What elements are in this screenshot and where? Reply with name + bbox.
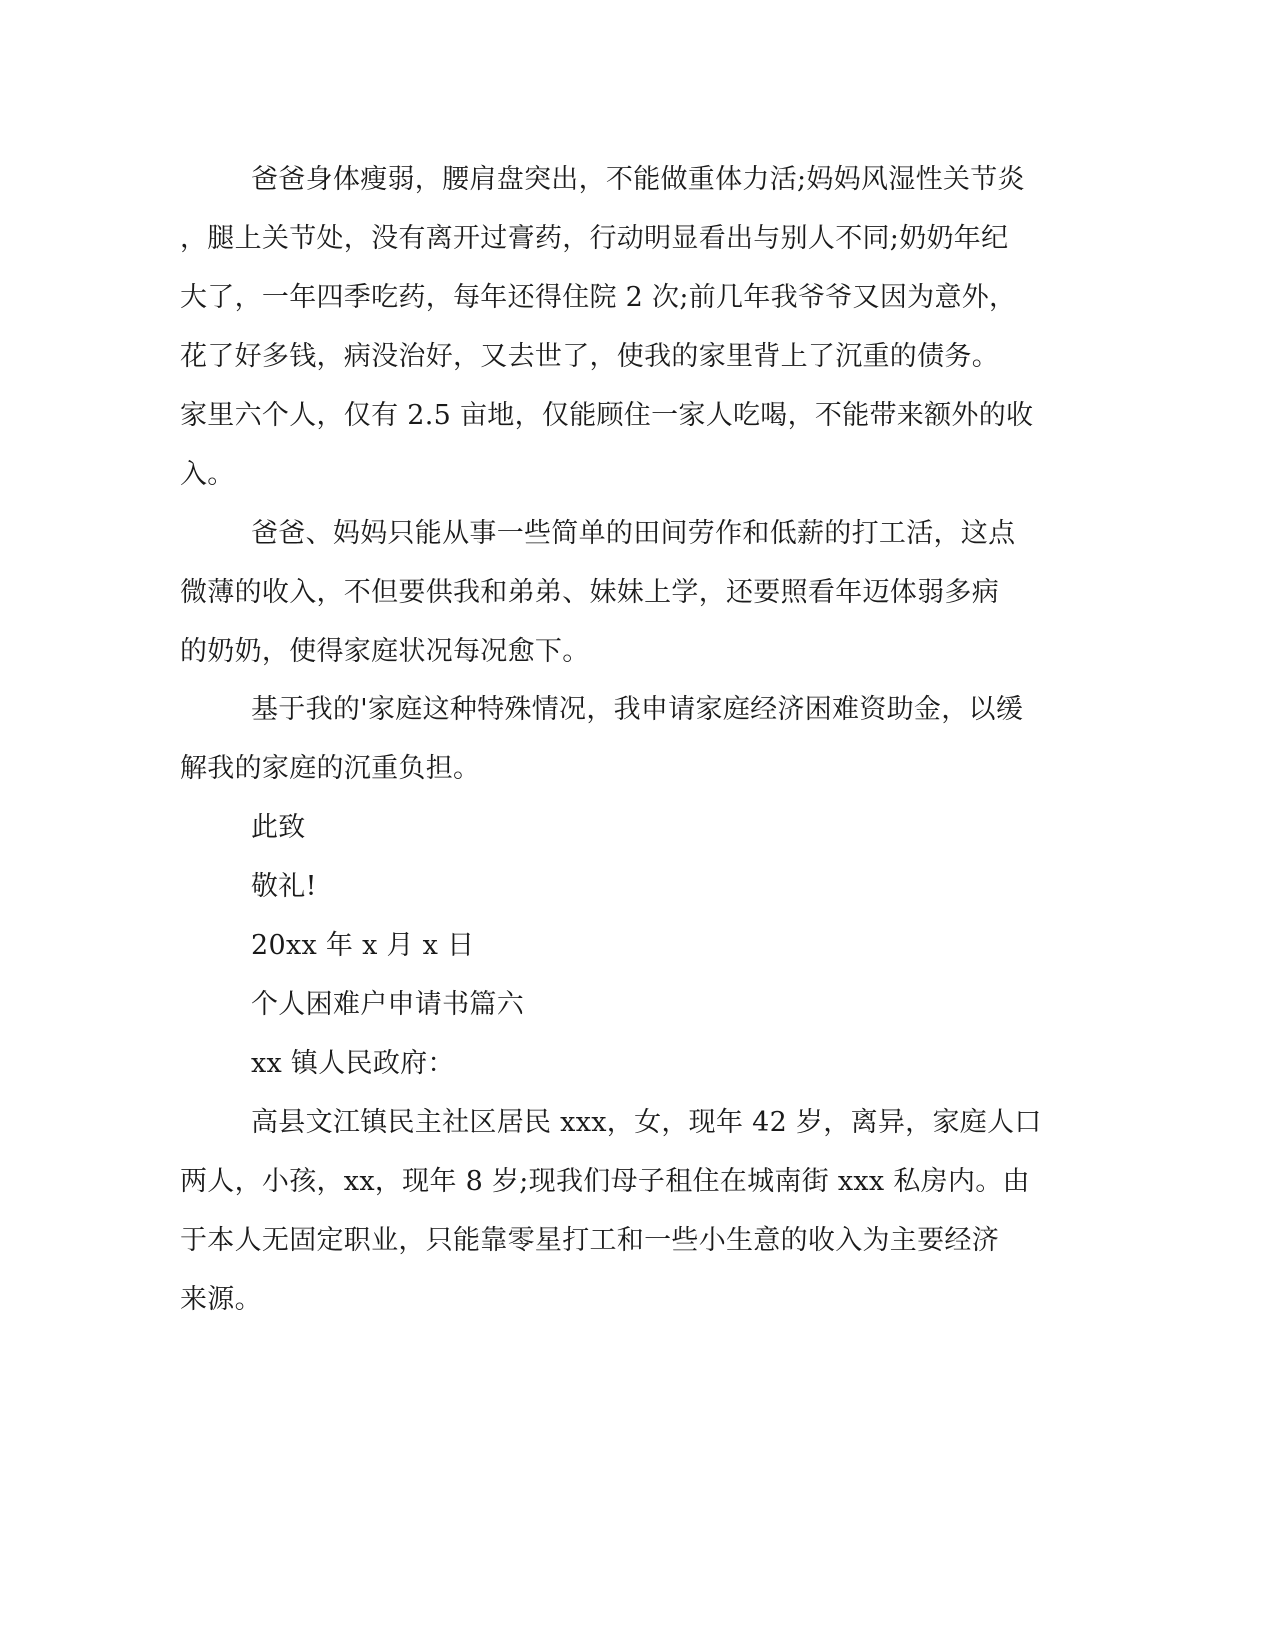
text-line: 入。 bbox=[180, 459, 235, 490]
section-title: 个人困难户申请书篇六 bbox=[251, 989, 524, 1020]
addressee: xx 镇人民政府： bbox=[251, 1048, 455, 1079]
date-line: 20xx 年 x 月 x 日 bbox=[251, 930, 475, 961]
text-line: 大了，一年四季吃药，每年还得住院 2 次;前几年我爷爷又因为意外， bbox=[180, 282, 1017, 313]
text-line: 于本人无固定职业，只能靠零星打工和一些小生意的收入为主要经济 bbox=[180, 1225, 999, 1256]
text-line: 家里六个人，仅有 2.5 亩地，仅能顾住一家人吃喝，不能带来额外的收 bbox=[180, 400, 1034, 431]
text-line: 微薄的收入，不但要供我和弟弟、妹妹上学，还要照看年迈体弱多病 bbox=[180, 577, 999, 608]
closing-regards: 敬礼! bbox=[251, 871, 317, 902]
text-line: 的奶奶，使得家庭状况每况愈下。 bbox=[180, 636, 590, 667]
text-line: 爸爸身体瘦弱，腰肩盘突出，不能做重体力活;妈妈风湿性关节炎 bbox=[251, 164, 1025, 195]
text-line: 花了好多钱，病没治好，又去世了，使我的家里背上了沉重的债务。 bbox=[180, 341, 999, 372]
closing-salutation: 此致 bbox=[251, 812, 306, 843]
text-line: 来源。 bbox=[180, 1284, 262, 1315]
text-line: 高县文江镇民主社区居民 xxx，女，现年 42 岁，离异，家庭人口 bbox=[251, 1107, 1042, 1138]
text-line: ，腿上关节处，没有离开过膏药，行动明显看出与别人不同;奶奶年纪 bbox=[180, 223, 1009, 254]
text-line: 解我的家庭的沉重负担。 bbox=[180, 753, 481, 784]
text-line: 两人，小孩，xx，现年 8 岁;现我们母子租住在城南街 xxx 私房内。由 bbox=[180, 1166, 1030, 1197]
text-line: 爸爸、妈妈只能从事一些简单的田间劳作和低薪的打工活，这点 bbox=[251, 518, 1016, 549]
text-line: 基于我的'家庭这种特殊情况，我申请家庭经济困难资助金，以缓 bbox=[251, 694, 1024, 725]
